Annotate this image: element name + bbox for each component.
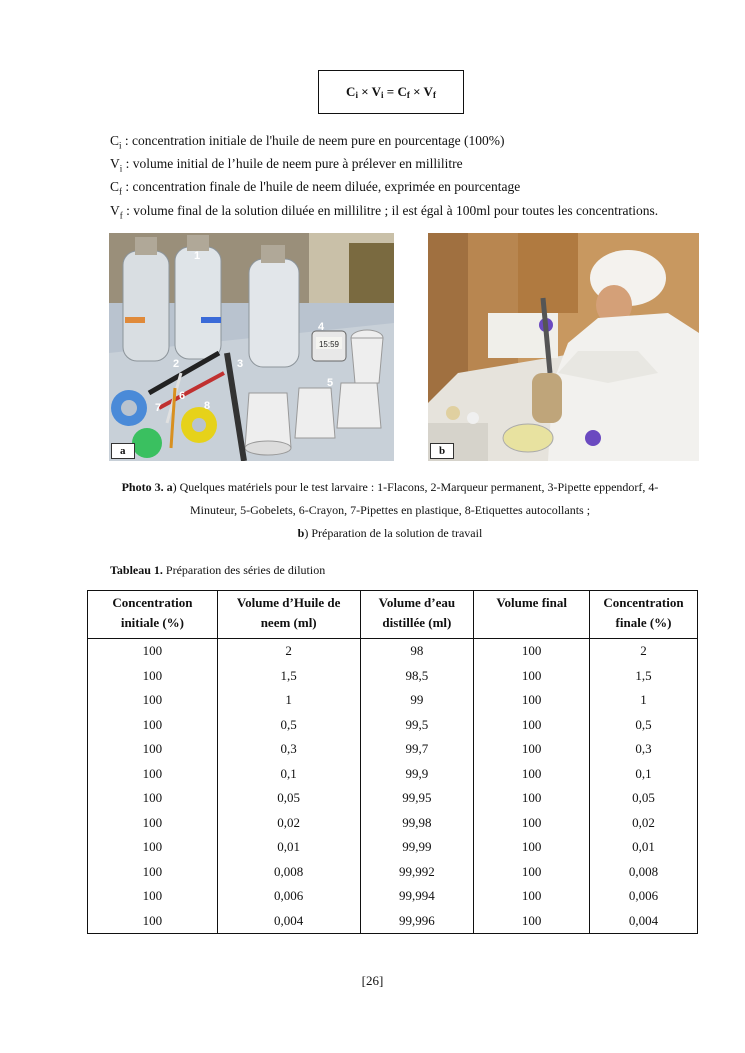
table-cell: 98,5: [360, 664, 474, 689]
table-cell: 0,5: [217, 713, 360, 738]
formula: $C_i \times V_i = C_f \times V_f$: [346, 84, 436, 100]
table-cell: 100: [474, 860, 590, 885]
photo-number-2: 2: [173, 358, 180, 370]
table-cell: 99,98: [360, 811, 474, 836]
header-initial-concentration: Concentration initiale (%): [88, 591, 218, 639]
definition-ci: $C_i$ : concentration initiale de l'huile de neem pure en pourcentage (100%): [110, 133, 505, 151]
table-cell: 99,992: [360, 860, 474, 885]
table-cell: 0,004: [590, 909, 698, 934]
photo-number-1: 1: [194, 250, 201, 262]
definition-vf: $V_f$ : volume final de la solution diluée en millilitre ; il est égal à 100ml pour toutes les concentrations.: [110, 202, 659, 221]
page-number: [26]: [361, 973, 384, 988]
header-neem-oil-volume: Volume d’Huile de neem (ml): [217, 591, 360, 639]
table-row: [88, 762, 698, 787]
table-cell: 0,05: [217, 786, 360, 811]
table-cell: 0,004: [217, 909, 360, 934]
table-cell: 1: [590, 688, 698, 713]
photo-number-3: 3: [237, 358, 244, 370]
table-cell: 100: [88, 762, 218, 787]
table-cell: 100: [474, 762, 590, 787]
table-cell: 0,02: [590, 811, 698, 836]
table-cell: 99,99: [360, 835, 474, 860]
table-cell: 100: [474, 811, 590, 836]
table-cell: 0,01: [217, 835, 360, 860]
table-cell: 0,1: [590, 762, 698, 787]
table-cell: 99,994: [360, 884, 474, 909]
photo-number-7: 7: [155, 402, 162, 414]
table-cell: 0,1: [217, 762, 360, 787]
table-cell: 0,006: [217, 884, 360, 909]
table-title: Tableau 1. Préparation des séries de dilution: [110, 563, 326, 577]
photo-number-5: 5: [327, 377, 334, 389]
table-cell: 100: [474, 713, 590, 738]
table-cell: 99,996: [360, 909, 474, 934]
table-cell: 1,5: [590, 664, 698, 689]
table-cell: 1,5: [217, 664, 360, 689]
table-cell: 99,9: [360, 762, 474, 787]
photo-a-lab-materials: [109, 233, 394, 461]
table-cell: 1: [217, 688, 360, 713]
header-distilled-water-volume: Volume d’eau distillée (ml): [360, 591, 474, 639]
table-row: [88, 811, 698, 836]
table-row: [88, 860, 698, 885]
table-cell: 2: [590, 639, 698, 664]
table-cell: 0,02: [217, 811, 360, 836]
table-cell: 2: [217, 639, 360, 664]
variable-definitions: [110, 132, 673, 225]
photo-number-8: 8: [204, 400, 211, 412]
table-cell: 0,3: [590, 737, 698, 762]
table-cell: 100: [88, 835, 218, 860]
table-cell: 100: [88, 639, 218, 664]
timer-display: 15:59: [318, 340, 340, 349]
header-final-volume: Volume final: [474, 591, 590, 639]
dilution-table: [87, 590, 698, 934]
table-cell: 100: [88, 811, 218, 836]
definition-vi: $V_i$ : volume initial de l’huile de neem pure à prélever en millilitre: [110, 156, 463, 174]
table-cell: 99,7: [360, 737, 474, 762]
formula-box: [318, 70, 464, 114]
table-row: [88, 737, 698, 762]
photo-b-solution-preparation: [428, 233, 699, 461]
table-cell: 99,95: [360, 786, 474, 811]
table-cell: 100: [474, 835, 590, 860]
table-cell: 100: [88, 664, 218, 689]
table-row: [88, 835, 698, 860]
table-row: [88, 884, 698, 909]
table-cell: 99: [360, 688, 474, 713]
table-cell: 100: [474, 909, 590, 934]
photo-number-6: 6: [179, 390, 186, 402]
photo-a-label: a: [111, 443, 135, 459]
table-cell: 100: [474, 884, 590, 909]
photo-b-label: b: [430, 443, 454, 459]
table-cell: 99,5: [360, 713, 474, 738]
table-cell: 0,006: [590, 884, 698, 909]
table-cell: 0,008: [590, 860, 698, 885]
photo-number-4: 4: [318, 321, 325, 333]
table-cell: 100: [88, 884, 218, 909]
table-row: [88, 713, 698, 738]
table-row: [88, 786, 698, 811]
table-row: [88, 688, 698, 713]
table-cell: 100: [88, 860, 218, 885]
definition-cf: $C_f$ : concentration finale de l'huile de neem diluée, exprimée en pourcentage: [110, 179, 521, 198]
table-cell: 100: [474, 786, 590, 811]
table-cell: 100: [474, 688, 590, 713]
table-header-row: [88, 591, 698, 639]
table-cell: 100: [474, 664, 590, 689]
table-row: [88, 909, 698, 934]
table-cell: 100: [88, 737, 218, 762]
photo-caption: Photo 3. a) Quelques matériels pour le test larvaire : 1-Flacons, 2-Marqueur permanent, 3-Pipette eppendorf, 4-Minuteur, 5-Gobelets, 6-Crayon, 7-Pipettes en plastique, 8-Etiquettes autocollants ; b) Préparation de la solution de travail: [121, 480, 659, 540]
header-final-concentration: Concentration finale (%): [590, 591, 698, 639]
table-row: [88, 664, 698, 689]
table-cell: 100: [474, 639, 590, 664]
table-cell: 0,01: [590, 835, 698, 860]
table-cell: 100: [88, 786, 218, 811]
table-cell: 100: [88, 688, 218, 713]
table-cell: 100: [88, 909, 218, 934]
table-cell: 0,05: [590, 786, 698, 811]
table-cell: 0,008: [217, 860, 360, 885]
table-row: [88, 639, 698, 664]
table-cell: 0,3: [217, 737, 360, 762]
table-cell: 0,5: [590, 713, 698, 738]
table-cell: 98: [360, 639, 474, 664]
table-cell: 100: [474, 737, 590, 762]
table-cell: 100: [88, 713, 218, 738]
